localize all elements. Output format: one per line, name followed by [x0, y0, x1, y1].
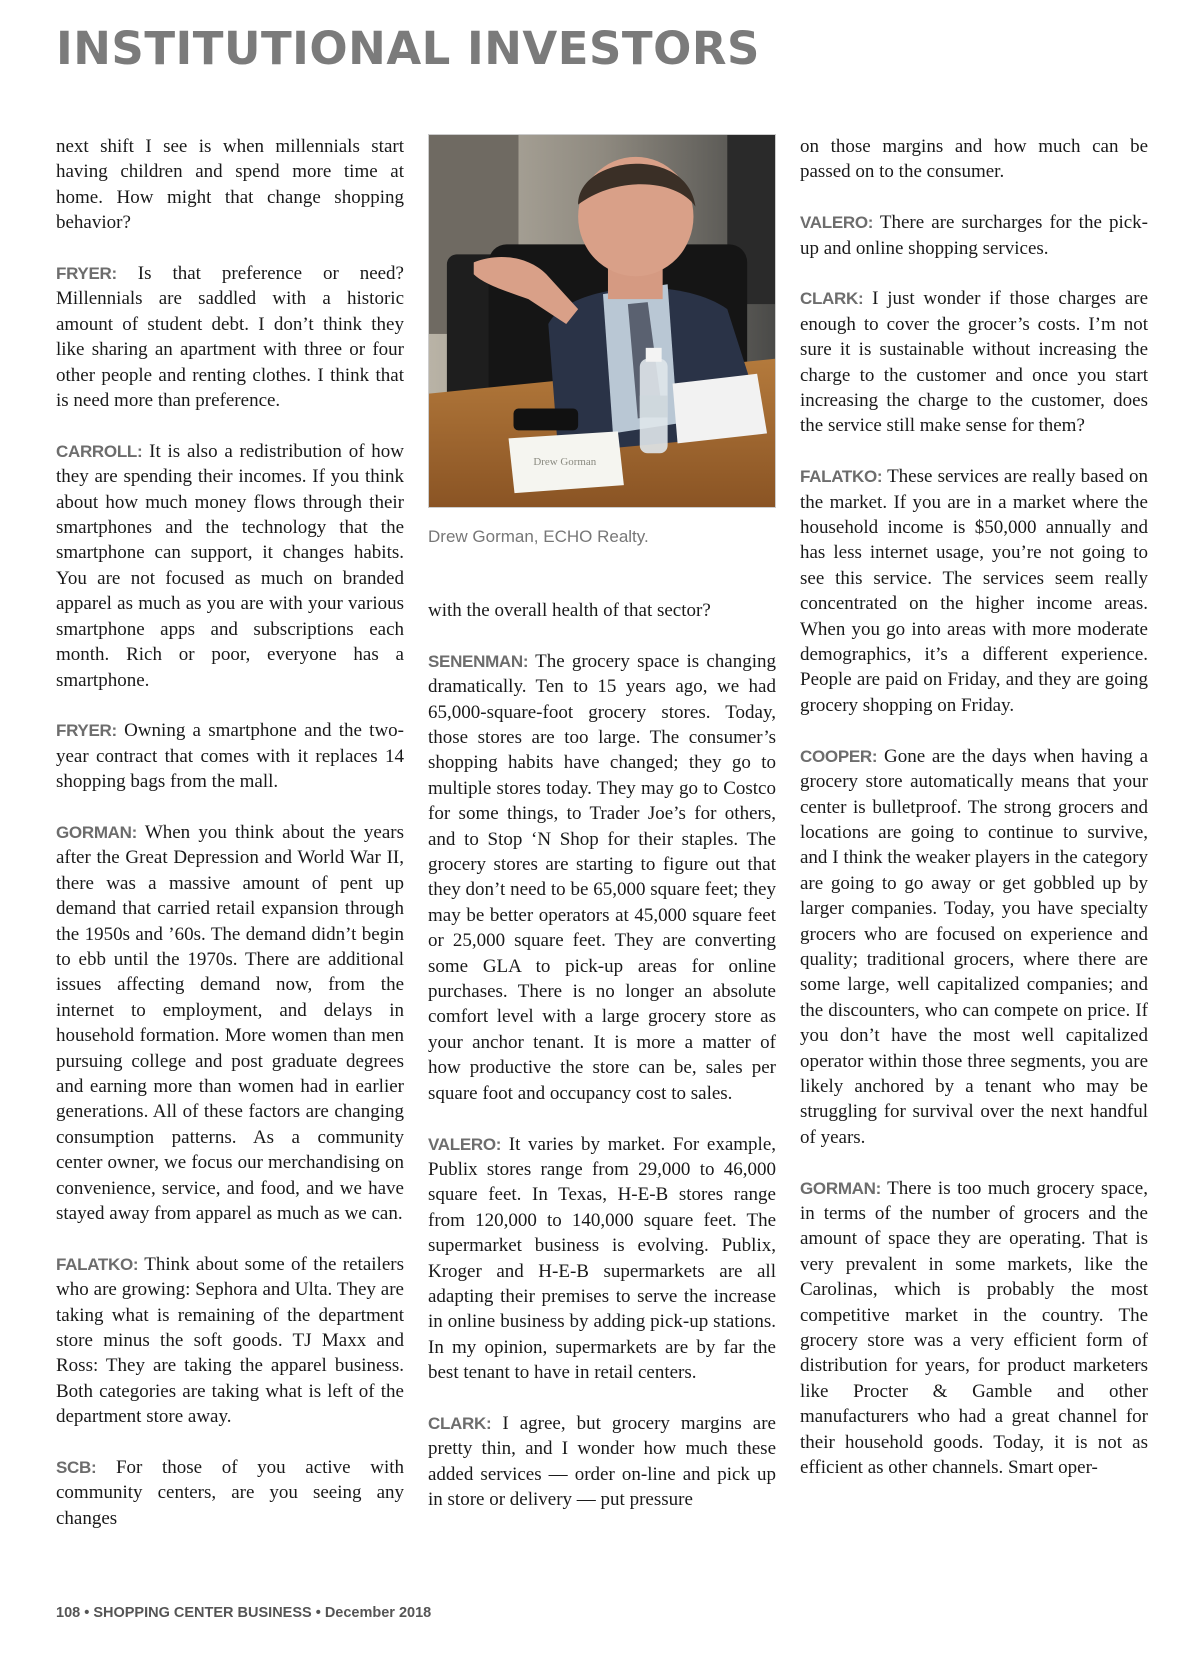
article-column-2	[428, 134, 776, 1538]
speaker-name: CARROLL:	[56, 441, 143, 461]
paragraph	[800, 134, 1148, 185]
paragraph-text: with the overall health of that sector?	[428, 600, 711, 621]
paragraph	[56, 261, 404, 413]
paragraph-text: When you think about the years after the Great Depression and World War II, there was a massive amount of pent up demand that carried retail expansion through the 1950s and ’60s. The demand didn’t begin to ebb until the 1970s. There are additional issues affecting demand now, from the internet to employment, and delays in household formation. More women than men pursuing college and post graduate degrees and earning more than women had in earlier generations. All of these factors are changing consumption patterns. As a community center owner, we focus our merchandising on convenience, service, and food, and we have stayed away from apparel as much as we can.	[56, 821, 404, 1224]
paragraph	[56, 718, 404, 794]
speaker-name: FALATKO:	[56, 1254, 139, 1274]
paragraph-text: It is also a redistribution of how they are spending their incomes. If you think about how much money flows through their smartphones and the technology that the smartphone can support, it changes habits. You are not focused as much on branded apparel as much as you are with your various smartphone apps and subscriptions each month. Rich or poor, everyone has a smartphone.	[56, 440, 405, 691]
paragraph	[800, 210, 1148, 261]
paragraph	[800, 464, 1148, 718]
speaker-name: SCB:	[56, 1458, 97, 1478]
paragraph-text: The grocery space is changing dramatically. Ten to 15 years ago, we had 65,000-square-foot grocery stores. Today, those stores are too large. The consumer’s shopping habits have changed; they go to multiple stores today. They may go to Costco for some things, to Trader Joe’s for others, and to Stop ‘N Shop for their staples. The grocery stores are starting to figure out that they don’t need to be 65,000 square feet; they may be better operators at 45,000 square feet or 25,000 square feet. They are converting some GLA to pick-up areas for online purchases. There is no longer an absolute comfort level with a large grocery store as your anchor tenant. It is more a matter of how productive the store can be, sales per square foot and occupancy cost to sales.	[428, 650, 776, 1104]
paragraph-text: These services are really based on the market. If you are in a market where the household income is $50,000 annually and has less internet usage, you’re not going to see this service. The services seem really concentrated on the higher income areas. When you go into areas with more moderate demographics, it’s a different experience. People are paid on Friday, and they are going grocery shopping on Friday.	[800, 466, 1148, 716]
paragraph-text: I agree, but grocery margins are pretty thin, and I wonder how much these added services — order on-line and pick up in store or delivery — put pressure	[428, 1412, 776, 1511]
paragraph-text: It varies by market. For example, Publix stores range from 29,000 to 46,000 square feet. In Texas, H-E-B stores range from 120,000 to 140,000 square feet. The supermarket business is evolving. Publix, Kroger and H-E-B supermarkets are all adapting their premises to serve the increase in online business by adding pick-up stations. In my opinion, supermarkets are by far the best tenant to have in retail centers.	[428, 1133, 777, 1384]
speaker-name: GORMAN:	[56, 822, 137, 842]
paragraph	[56, 1455, 404, 1531]
issue-date: December 2018	[324, 1605, 432, 1621]
paragraph-text: For those of you active with community centers, are you seeing any changes	[56, 1457, 405, 1529]
footer-separator: •	[84, 1605, 90, 1621]
speaker-name: SENENMAN:	[428, 651, 529, 671]
article-column-3	[800, 134, 1148, 1506]
speaker-name: CLARK:	[428, 1413, 492, 1433]
paragraph-text: I just wonder if those charges are enough to cover the grocer’s costs. I’m not sure it is sustainable without increasing the charge to the customer and once you start increasing the charge to the customer, does the service still make sense for them?	[800, 288, 1149, 437]
paragraph	[428, 1411, 776, 1513]
paragraph	[800, 286, 1148, 438]
paragraph	[56, 439, 404, 693]
paragraph-text: There is too much grocery space, in terms of the number of grocers and the amount of space they are operating. That is very prevalent in some markets, like the Carolinas, which is probably the most competitive market in the country. The grocery store was a very efficient form of distribution for years, for product marketers like Procter & Gamble and other manufacturers who had a great channel for their household goods. Today, it is not as efficient as other channels. Smart oper-	[800, 1177, 1148, 1479]
paragraph	[428, 598, 776, 623]
paragraph	[56, 1252, 404, 1430]
article-column-1	[56, 134, 404, 1557]
footer-separator: •	[315, 1605, 321, 1621]
portrait-photo	[428, 134, 776, 508]
paragraph-text: Owning a smartphone and the two-year contract that comes with it replaces 14 shopping bags from the mall.	[56, 720, 404, 793]
paragraph	[800, 1176, 1148, 1481]
paragraph	[800, 744, 1148, 1151]
paragraph	[56, 820, 404, 1227]
paragraph-text: Is that preference or need? Millennials are saddled with a historic amount of student debt. I don’t think they like sharing an apartment with three or four other people and renting clothes. I think that is need more than preference.	[56, 263, 404, 412]
speaker-name: GORMAN:	[800, 1178, 881, 1198]
page-footer	[56, 1605, 431, 1621]
paragraph-text: Gone are the days when having a grocery store automatically means that your center is bulletproof. The strong grocers and locations are going to continue to survive, and I think the weaker players in the category are going to go away or get gobbled up by larger companies. Today, you have specialty grocers who are focused on experience and quality; traditional grocers, where there are some large, well capitalized companies; and the discounters, who can compete on price. If you don’t have the most well capitalized operator within those three segments, you are likely anchored by a tenant who may be struggling for survival over the next handful of years.	[800, 745, 1149, 1148]
speaker-name: COOPER:	[800, 746, 878, 766]
speaker-name: VALERO:	[800, 213, 874, 233]
paragraph-text: on those margins and how much can be passed on to the consumer.	[800, 136, 1148, 183]
publication-name: SHOPPING CENTER BUSINESS	[93, 1605, 312, 1621]
nameplate-text: Drew Gorman	[533, 456, 597, 469]
paragraph	[428, 649, 776, 1106]
speaker-name: CLARK:	[800, 289, 864, 309]
paragraph-text: There are surcharges for the pick-up and online shopping services.	[800, 212, 1148, 259]
speaker-name: VALERO:	[428, 1134, 502, 1154]
paragraph-text: Think about some of the retailers who are growing: Sephora and Ulta. They are taking what is remaining of the department store minus the soft goods. TJ Maxx and Ross: They are taking the apparel business. Both categories are taking what is left of the department store away.	[56, 1253, 404, 1428]
speaker-name: FRYER:	[56, 721, 117, 741]
paragraph	[56, 134, 404, 236]
photo-caption: Drew Gorman, ECHO Realty.	[428, 527, 649, 546]
paragraph	[428, 1132, 776, 1386]
page-title: INSTITUTIONAL INVESTORS	[56, 22, 760, 75]
page-number: 108	[56, 1605, 81, 1621]
speaker-name: FRYER:	[56, 264, 117, 284]
paragraph-text: next shift I see is when millennials start having children and spend more time at home. How might that change shopping behavior?	[56, 136, 404, 234]
speaker-name: FALATKO:	[800, 467, 883, 487]
